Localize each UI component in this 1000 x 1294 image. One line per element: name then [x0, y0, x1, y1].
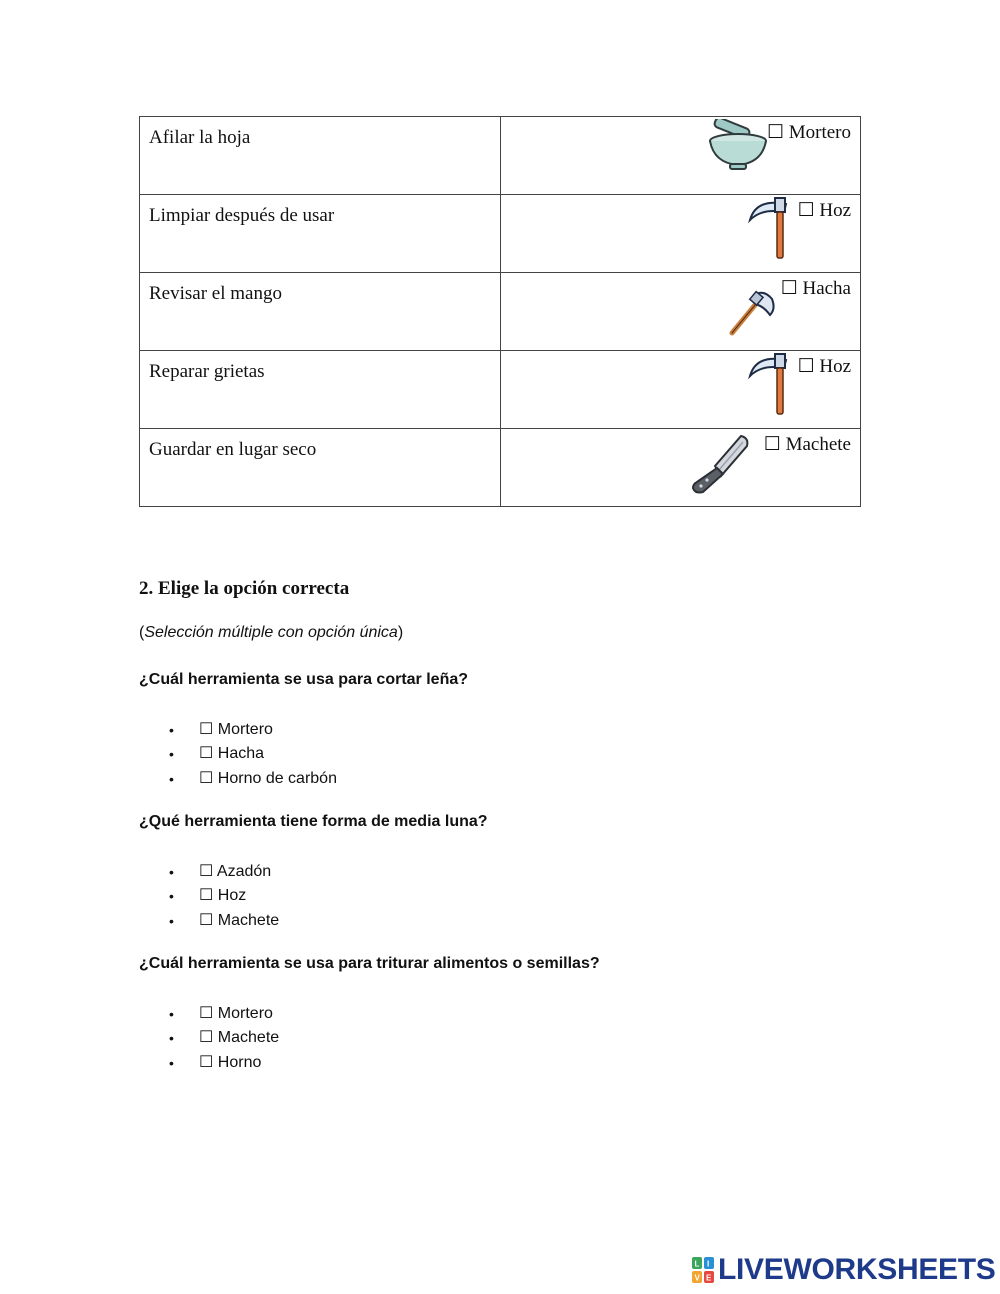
svg-text:L: L	[694, 1259, 700, 1269]
subtitle-open-paren: (	[139, 624, 145, 641]
sickle-icon	[746, 352, 792, 416]
tool-cell	[501, 273, 861, 351]
bullet: •	[169, 888, 174, 905]
option-list	[169, 718, 337, 791]
option-label[interactable]: ☐ Azadón	[199, 863, 272, 880]
bullet: •	[169, 864, 174, 880]
bullet: •	[169, 722, 174, 738]
task-text: Limpiar después de usar	[149, 205, 335, 226]
tool-option-checkbox[interactable]: ☐ Hacha	[780, 278, 851, 299]
task-cell	[140, 429, 501, 507]
sickle-icon	[746, 196, 792, 260]
task-cell	[140, 117, 501, 195]
section-title: 2. Elige la opción correcta	[139, 578, 350, 599]
bullet: •	[169, 770, 174, 787]
liveworksheets-logo	[692, 1254, 996, 1286]
table-row	[140, 195, 861, 273]
option-item[interactable]	[169, 742, 337, 766]
table-row	[140, 351, 861, 429]
bullet: •	[169, 746, 174, 763]
option-item[interactable]	[169, 767, 337, 791]
mortar-icon	[706, 119, 768, 171]
question-text: ¿Cuál herramienta se usa para triturar alimentos o semillas?	[139, 955, 600, 972]
option-label[interactable]: ☐ Machete	[199, 911, 280, 929]
option-label[interactable]: ☐ Horno	[199, 1053, 262, 1071]
table-row	[140, 273, 861, 351]
svg-text:E: E	[706, 1273, 712, 1283]
table-row	[140, 429, 861, 507]
option-label[interactable]: ☐ Mortero	[199, 721, 273, 738]
option-item[interactable]	[169, 860, 279, 884]
matching-table	[139, 116, 861, 507]
task-text: Afilar la hoja	[149, 127, 251, 148]
task-text: Revisar el mango	[149, 283, 282, 304]
tool-option-checkbox[interactable]: ☐ Mortero	[766, 122, 851, 143]
liveworksheets-logo-icon	[692, 1257, 714, 1283]
bullet: •	[169, 912, 174, 929]
tool-cell	[501, 195, 861, 273]
option-item[interactable]	[169, 884, 279, 908]
tool-option-checkbox[interactable]: ☐ Machete	[763, 434, 851, 455]
task-cell	[140, 351, 501, 429]
option-item[interactable]	[169, 1051, 279, 1075]
logo-text: LIVEWORKSHEETS	[718, 1253, 996, 1286]
option-label[interactable]: ☐ Machete	[199, 1029, 280, 1047]
option-item[interactable]	[169, 909, 279, 933]
question-text: ¿Qué herramienta tiene forma de media luna?	[139, 813, 488, 830]
subtitle-italic: Selección múltiple con opción única	[144, 624, 398, 641]
option-list	[169, 1002, 279, 1075]
tool-option-checkbox[interactable]: ☐ Hoz	[797, 356, 851, 377]
machete-icon	[689, 432, 751, 496]
task-cell	[140, 273, 501, 351]
tool-cell	[501, 429, 861, 507]
option-label[interactable]: ☐ Mortero	[199, 1005, 273, 1022]
option-item[interactable]	[169, 1002, 279, 1026]
bullet: •	[169, 1054, 174, 1071]
option-item[interactable]	[169, 718, 337, 742]
task-text: Guardar en lugar seco	[149, 439, 317, 460]
task-text: Reparar grietas	[149, 361, 265, 382]
bullet: •	[169, 1030, 174, 1047]
svg-text:I: I	[707, 1259, 710, 1269]
option-item[interactable]	[169, 1026, 279, 1050]
task-cell	[140, 195, 501, 273]
option-label[interactable]: ☐ Horno de carbón	[199, 769, 337, 787]
option-list	[169, 860, 279, 933]
option-label[interactable]: ☐ Hacha	[199, 745, 265, 763]
tool-cell	[501, 351, 861, 429]
subtitle-close-paren: )	[397, 624, 404, 641]
bullet: •	[169, 1006, 174, 1022]
tool-cell	[501, 117, 861, 195]
section-subtitle	[139, 624, 403, 642]
table-row	[140, 117, 861, 195]
option-label[interactable]: ☐ Hoz	[199, 887, 247, 905]
question-text: ¿Cuál herramienta se usa para cortar leña?	[139, 671, 469, 688]
svg-text:V: V	[694, 1273, 700, 1283]
tool-option-checkbox[interactable]: ☐ Hoz	[797, 200, 851, 221]
axe-icon	[726, 285, 778, 337]
